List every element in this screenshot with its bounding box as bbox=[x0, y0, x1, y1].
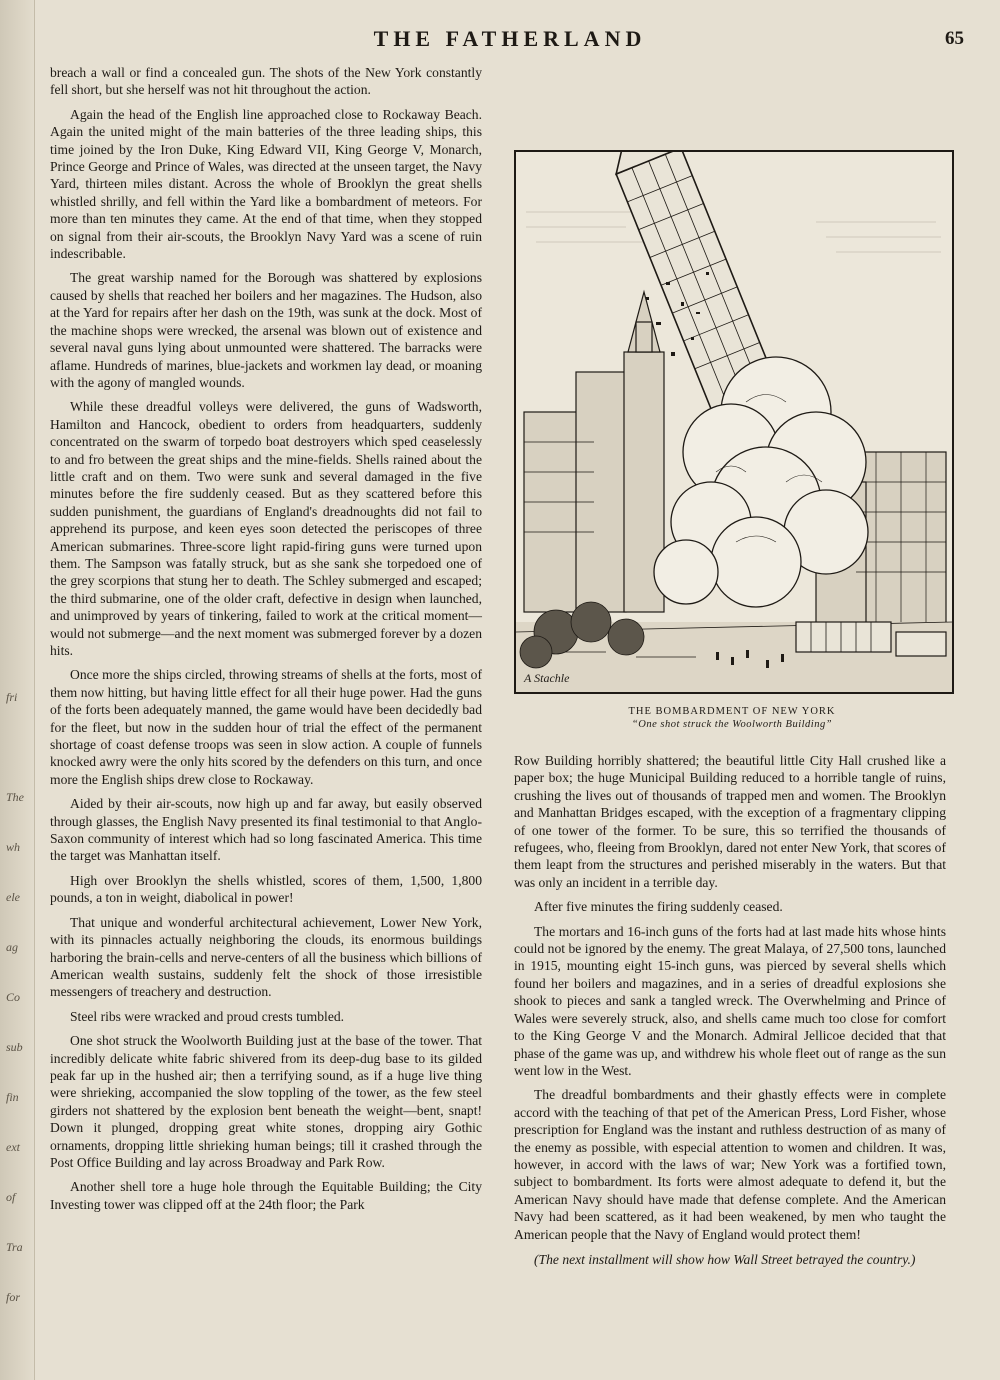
paragraph: Aided by their air-scouts, now high up and far away, but easily observed through glasses, the English Navy presented its final testimonial to that Anglo-Saxon community of interest which had so long fascinated America. This time the target was Manhattan itself. bbox=[50, 796, 482, 864]
illustration-drawing bbox=[516, 152, 952, 692]
paragraph: Again the head of the English line approached close to Rockaway Beach. Again the united might of the main batteries of the three leading ships, this time joined by the Iron Duke, King Edward VII, King George V, Monarch, Prince George and Prince of Wales, was directed at the unseen target, the Navy Yard, thirteen miles distant. Across the whole of Brooklyn the great shells whistled shrilly, and fell within the Yard like a bombardment of meteors. For more than ten minutes they came. At the end of that time, when they stopped on signal from their air-scouts, the Brooklyn Navy Yard was a scene of ruin indescribable. bbox=[50, 106, 482, 262]
gutter-fragment: fin bbox=[6, 1090, 19, 1104]
page-number: 65 bbox=[945, 28, 964, 49]
gutter-fragment: ag bbox=[6, 940, 18, 954]
paragraph: Once more the ships circled, throwing streams of shells at the forts, most of them now hitting, but having little effect for all their huge power. Had the guns of the forts been adequately manned, the game would have been decidedly bad for the fleet, but now in the sudden hour of trial the effect of the permanent shortage of coast defense troops was seen in slow action. A couple of funnels knocked awry were the only hits scored by the defenders on this turn, and once more the English ships drew close to Rockaway. bbox=[50, 667, 482, 787]
paragraph: After five minutes the firing suddenly ceased. bbox=[534, 899, 783, 915]
paragraph: The dreadful bombardments and their ghastly effects were in complete accord with the teaching of that pet of the American Press, Lord Fisher, whose prescription for England was the instant and ruthless destruction of as many of the enemy as possible, with especial attention to women and children. It was, however, in accord with the laws of war; New York was a fortified town, subject to bombardment. Its forts were almost adequate to defend it, but the American Navy should have made that defense complete. And the American Navy had been scattered, as it had been weakened, by men who taught the American people that the Navy of England would protect them! bbox=[514, 1087, 946, 1242]
caption-title: THE BOMBARDMENT OF NEW YORK bbox=[628, 706, 836, 717]
closing-note: (The next installment will show how Wall Street betrayed the country.) bbox=[534, 1251, 916, 1267]
paragraph: That unique and wonderful architectural achievement, Lower New York, with its pinnacles actually neighboring the clouds, its enormous buildings harboring the brain-cells and nerve-centers of all the business which billions of American wealth sustains, suddenly felt the shock of those irresistible messengers of treachery and destruction. bbox=[50, 914, 482, 1000]
gutter-fragment: of bbox=[6, 1190, 16, 1204]
paragraph: The mortars and 16-inch guns of the forts had at last made hits whose hints could not be ignored by the enemy. The great Malaya, of 27,500 tons, launched in 1915, mounting eight 15-inch guns, was pierced by several shells which found her boilers and magazines, and in a series of dreadful explosions she shook to pieces and sank a tangled wreck. The Overwhelming and Prince of Wales were severely struck, also, and shells came much too close for comfort to the King George V and the Monarch. Admiral Jellicoe decided that that phase of the game was up, and withdrew his whole fleet out of range as the sun went low in the West. bbox=[514, 923, 946, 1078]
bombardment-illustration bbox=[514, 150, 954, 694]
left-column bbox=[50, 64, 482, 1220]
paragraph: The great warship named for the Borough was shattered by explosions caused by shells that reached her boilers and her magazines. The Hudson, also at the Yard for repairs after her dash on the 19th, was sunk at the dock. Most of the machine shops were wrecked, the arsenal was blown out of existence and several naval guns lying about unmounted were shattered. The barracks were aflame. Hundreds of marines, blue-jackets and workmen lay dead, or moaning with the agony of mangled wounds. bbox=[50, 270, 482, 390]
gutter-fragment: The bbox=[6, 790, 24, 804]
paragraph: Row Building horribly shattered; the beautiful little City Hall crushed like a paper box; the huge Municipal Building reduced to a horrible tangle of ruins, crushing the lives out of thousands of trapped men and women. The Brooklyn and Manhattan Bridges escaped, with the exception of a fragmentary clipping of one tower of the former. To be sure, this so terrified the thousands of refugees, who, fleeing from Brooklyn, dared not enter New York, that scores of them leapt from the structures and perished miserably in the waters. But that was only an incident in a terrible day. bbox=[514, 753, 946, 890]
page-title: THE FATHERLAND bbox=[373, 26, 647, 51]
paragraph: While these dreadful volleys were delivered, the guns of Wadsworth, Hamilton and Hancock, obedient to orders from headquarters, suddenly concentrated on the swarm of torpedo boat destroyers which sped ceaselessly to and fro between the great ships and the mine-fields. Shells rained about the little craft and on them. Two were sunk and several damaged in the five minutes before the fire suddenly ceased. But as they scattered before this sudden punishment, the guardians of England's dreadnoughts did not fail to apprehend its purpose, and keen eyes soon detected the periscopes of three American submarines. Three-score light rapid-firing guns were turned upon them. The Sampson was fatally struck, but as she sank she torpedoed one of the grey scorpions that stung her to death. The Schley submerged and escaped; the third submarine, one of the older craft, defective in design when launched, and unimproved by years of tinkering, failed to work at the critical moment—would not submerge—and the next moment was submerged forever by a dozen hits. bbox=[50, 399, 482, 658]
illustration-caption bbox=[514, 705, 950, 731]
paragraph: Steel ribs were wracked and proud crests tumbled. bbox=[70, 1008, 345, 1024]
gutter-fragment: ele bbox=[6, 890, 20, 904]
artist-signature: A Stachle bbox=[524, 671, 570, 685]
gutter-fragment: sub bbox=[6, 1040, 23, 1054]
facing-page-gutter bbox=[0, 0, 35, 1380]
paragraph: breach a wall or find a concealed gun. The shots of the New York constantly fell short, but she herself was not hit throughout the action. bbox=[50, 65, 482, 98]
caption-subtitle: “One shot struck the Woolworth Building” bbox=[631, 719, 833, 730]
paragraph: Another shell tore a huge hole through the Equitable Building; the City Investing tower was clipped off at the 24th floor; the Park bbox=[50, 1179, 482, 1212]
gutter-fragment: for bbox=[6, 1290, 21, 1304]
right-column bbox=[514, 752, 946, 1275]
paragraph: One shot struck the Woolworth Building just at the base of the tower. That incredibly delicate white fabric shivered from its deep-dug base to its gilded peak far up in the hushed air; then a terrifying sound, as if a huge live thing were shrieking, accompanied the slow toppling of the tower, as the few steel girders not shattered by the explosion bent beneath the weight—bent, snapt! Down it plunged, dropping great white stones, dropping airy Gothic ornaments, dropping little shrieking human beings; till it crashed through the Post Office Building and lay across Broadway and Park Row. bbox=[50, 1033, 482, 1170]
gutter-fragment: fri bbox=[6, 690, 18, 704]
gutter-fragment: Co bbox=[6, 990, 21, 1004]
gutter-fragment: ext bbox=[6, 1140, 20, 1154]
paragraph: High over Brooklyn the shells whistled, scores of them, 1,500, 1,800 pounds, a ton in weight, diabolical in power! bbox=[50, 872, 482, 906]
gutter-fragment: wh bbox=[6, 840, 21, 854]
gutter-fragment: Tra bbox=[6, 1240, 23, 1254]
